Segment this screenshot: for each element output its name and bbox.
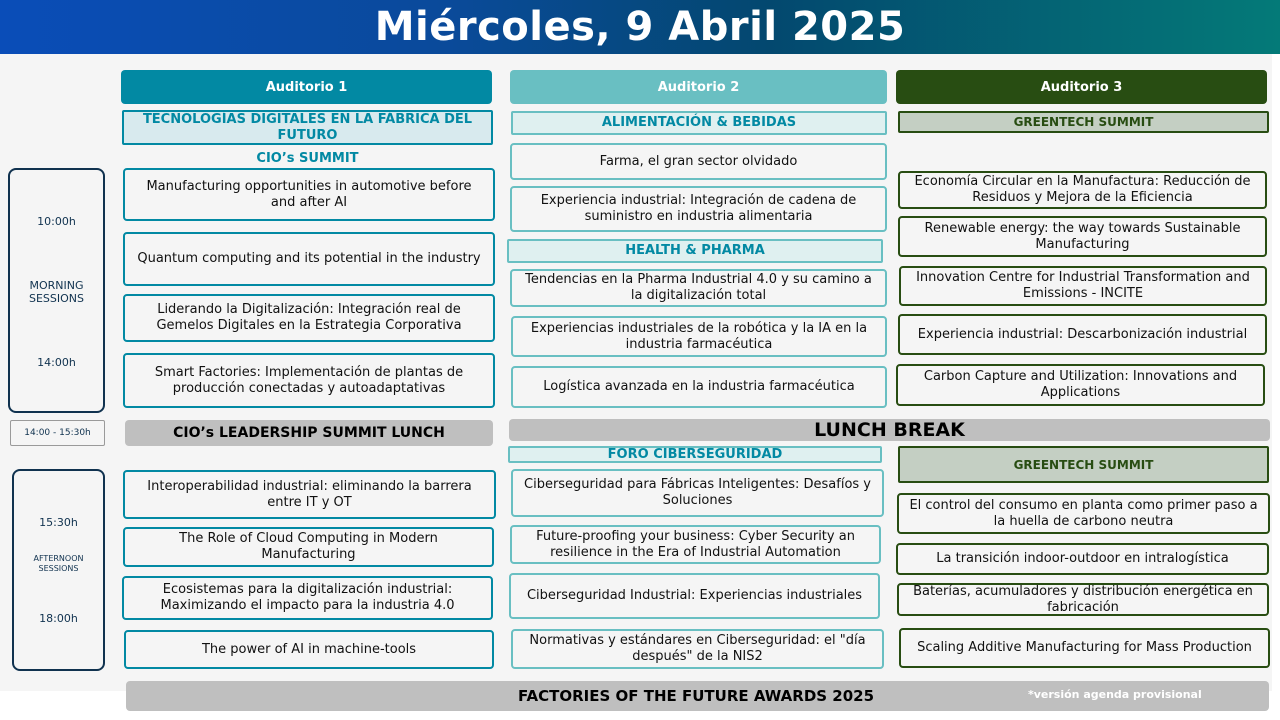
morning-start-time: 10:00h — [37, 215, 76, 228]
session-card[interactable]: Logística avanzada en la industria farmacéutica — [511, 366, 887, 408]
session-card[interactable]: Carbon Capture and Utilization: Innovations and Applications — [896, 364, 1265, 406]
morning-time-box — [8, 168, 105, 413]
session-card[interactable]: The power of AI in machine-tools — [124, 630, 494, 669]
page-title: Miércoles, 9 Abril 2025 — [0, 0, 1280, 54]
session-card[interactable]: Experiencia industrial: Descarbonización industrial — [898, 314, 1267, 355]
session-card[interactable]: Future-proofing your business: Cyber Security an resilience in the Era of Industrial Automation — [510, 525, 881, 564]
morning-label-line1: MORNING — [29, 279, 84, 292]
session-card[interactable]: Renewable energy: the way towards Sustainable Manufacturing — [898, 216, 1267, 257]
track-greentech-summit-afternoon: GREENTECH SUMMIT — [898, 446, 1269, 483]
afternoon-start-time: 15:30h — [39, 516, 78, 529]
auditorio-3-header: Auditorio 3 — [896, 70, 1267, 104]
afternoon-label-line1: AFTERNOON — [33, 554, 84, 563]
track-tecnologias-digitales: TECNOLOGÍAS DIGITALES EN LA FÁBRICA DEL FUTURO — [122, 110, 493, 145]
afternoon-end-time: 18:00h — [39, 612, 78, 625]
track-greentech-summit-morning: GREENTECH SUMMIT — [898, 111, 1269, 133]
session-card[interactable]: Experiencia industrial: Integración de cadena de suministro en industria alimentaria — [510, 186, 887, 232]
session-card[interactable]: La transición indoor-outdoor en intralogística — [896, 543, 1269, 575]
session-card[interactable]: The Role of Cloud Computing in Modern Manufacturing — [123, 527, 494, 567]
session-card[interactable]: Manufacturing opportunities in automotive before and after AI — [123, 168, 495, 221]
session-card[interactable]: Liderando la Digitalización: Integración real de Gemelos Digitales en la Estrategia Corporativa — [123, 294, 495, 342]
track-alimentacion-bebidas: ALIMENTACIÓN & BEBIDAS — [511, 111, 887, 135]
session-card[interactable]: Ciberseguridad Industrial: Experiencias industriales — [509, 573, 880, 619]
session-card[interactable]: Scaling Additive Manufacturing for Mass Production — [899, 628, 1270, 668]
session-card[interactable]: Smart Factories: Implementación de plantas de producción conectadas y autoadaptativas — [123, 353, 495, 408]
session-card[interactable]: Quantum computing and its potential in the industry — [123, 232, 495, 286]
afternoon-time-box — [12, 469, 105, 671]
track-foro-ciberseguridad: FORO CIBERSEGURIDAD — [508, 446, 882, 463]
awards-title: FACTORIES OF THE FUTURE AWARDS 2025 — [518, 687, 875, 705]
session-card[interactable]: Interoperabilidad industrial: eliminando la barrera entre IT y OT — [123, 470, 496, 519]
session-card[interactable]: Ecosistemas para la digitalización industrial: Maximizando el impacto para la industria 4.0 — [122, 576, 493, 620]
session-card[interactable]: Ciberseguridad para Fábricas Inteligentes: Desafíos y Soluciones — [511, 469, 884, 517]
auditorio-1-header: Auditorio 1 — [121, 70, 492, 104]
session-card[interactable]: Innovation Centre for Industrial Transformation and Emissions - INCITE — [899, 266, 1267, 306]
session-card[interactable]: Normativas y estándares en Ciberseguridad: el "día después" de la NIS2 — [511, 629, 884, 669]
session-card[interactable]: Economía Circular en la Manufactura: Reducción de Residuos y Mejora de la Eficiencia — [898, 171, 1267, 209]
morning-label-line2: SESSIONS — [28, 292, 84, 305]
session-card[interactable]: Tendencias en la Pharma Industrial 4.0 y su camino a la digitalización total — [510, 269, 887, 307]
session-card[interactable]: Experiencias industriales de la robótica y la IA en la industria farmacéutica — [511, 316, 887, 357]
afternoon-label-line2: SESSIONS — [38, 564, 79, 573]
auditorio-2-header: Auditorio 2 — [510, 70, 887, 104]
lunch-break-banner: LUNCH BREAK — [509, 419, 1270, 441]
cios-leadership-lunch: CIO’s LEADERSHIP SUMMIT LUNCH — [125, 420, 493, 446]
session-card[interactable]: Baterías, acumuladores y distribución energética en fabricación — [897, 583, 1269, 616]
track-health-pharma: HEALTH & PHARMA — [507, 239, 883, 263]
session-card[interactable]: Farma, el gran sector olvidado — [510, 143, 887, 180]
subtrack-cios-summit: CIO’s SUMMIT — [256, 151, 359, 166]
session-card[interactable]: El control del consumo en planta como primer paso a la huella de carbono neutra — [897, 493, 1270, 534]
provisional-note: *versión agenda provisional — [1028, 688, 1202, 701]
lunch-time-label: 14:00 - 15:30h — [10, 420, 105, 446]
morning-end-time: 14:00h — [37, 356, 76, 369]
